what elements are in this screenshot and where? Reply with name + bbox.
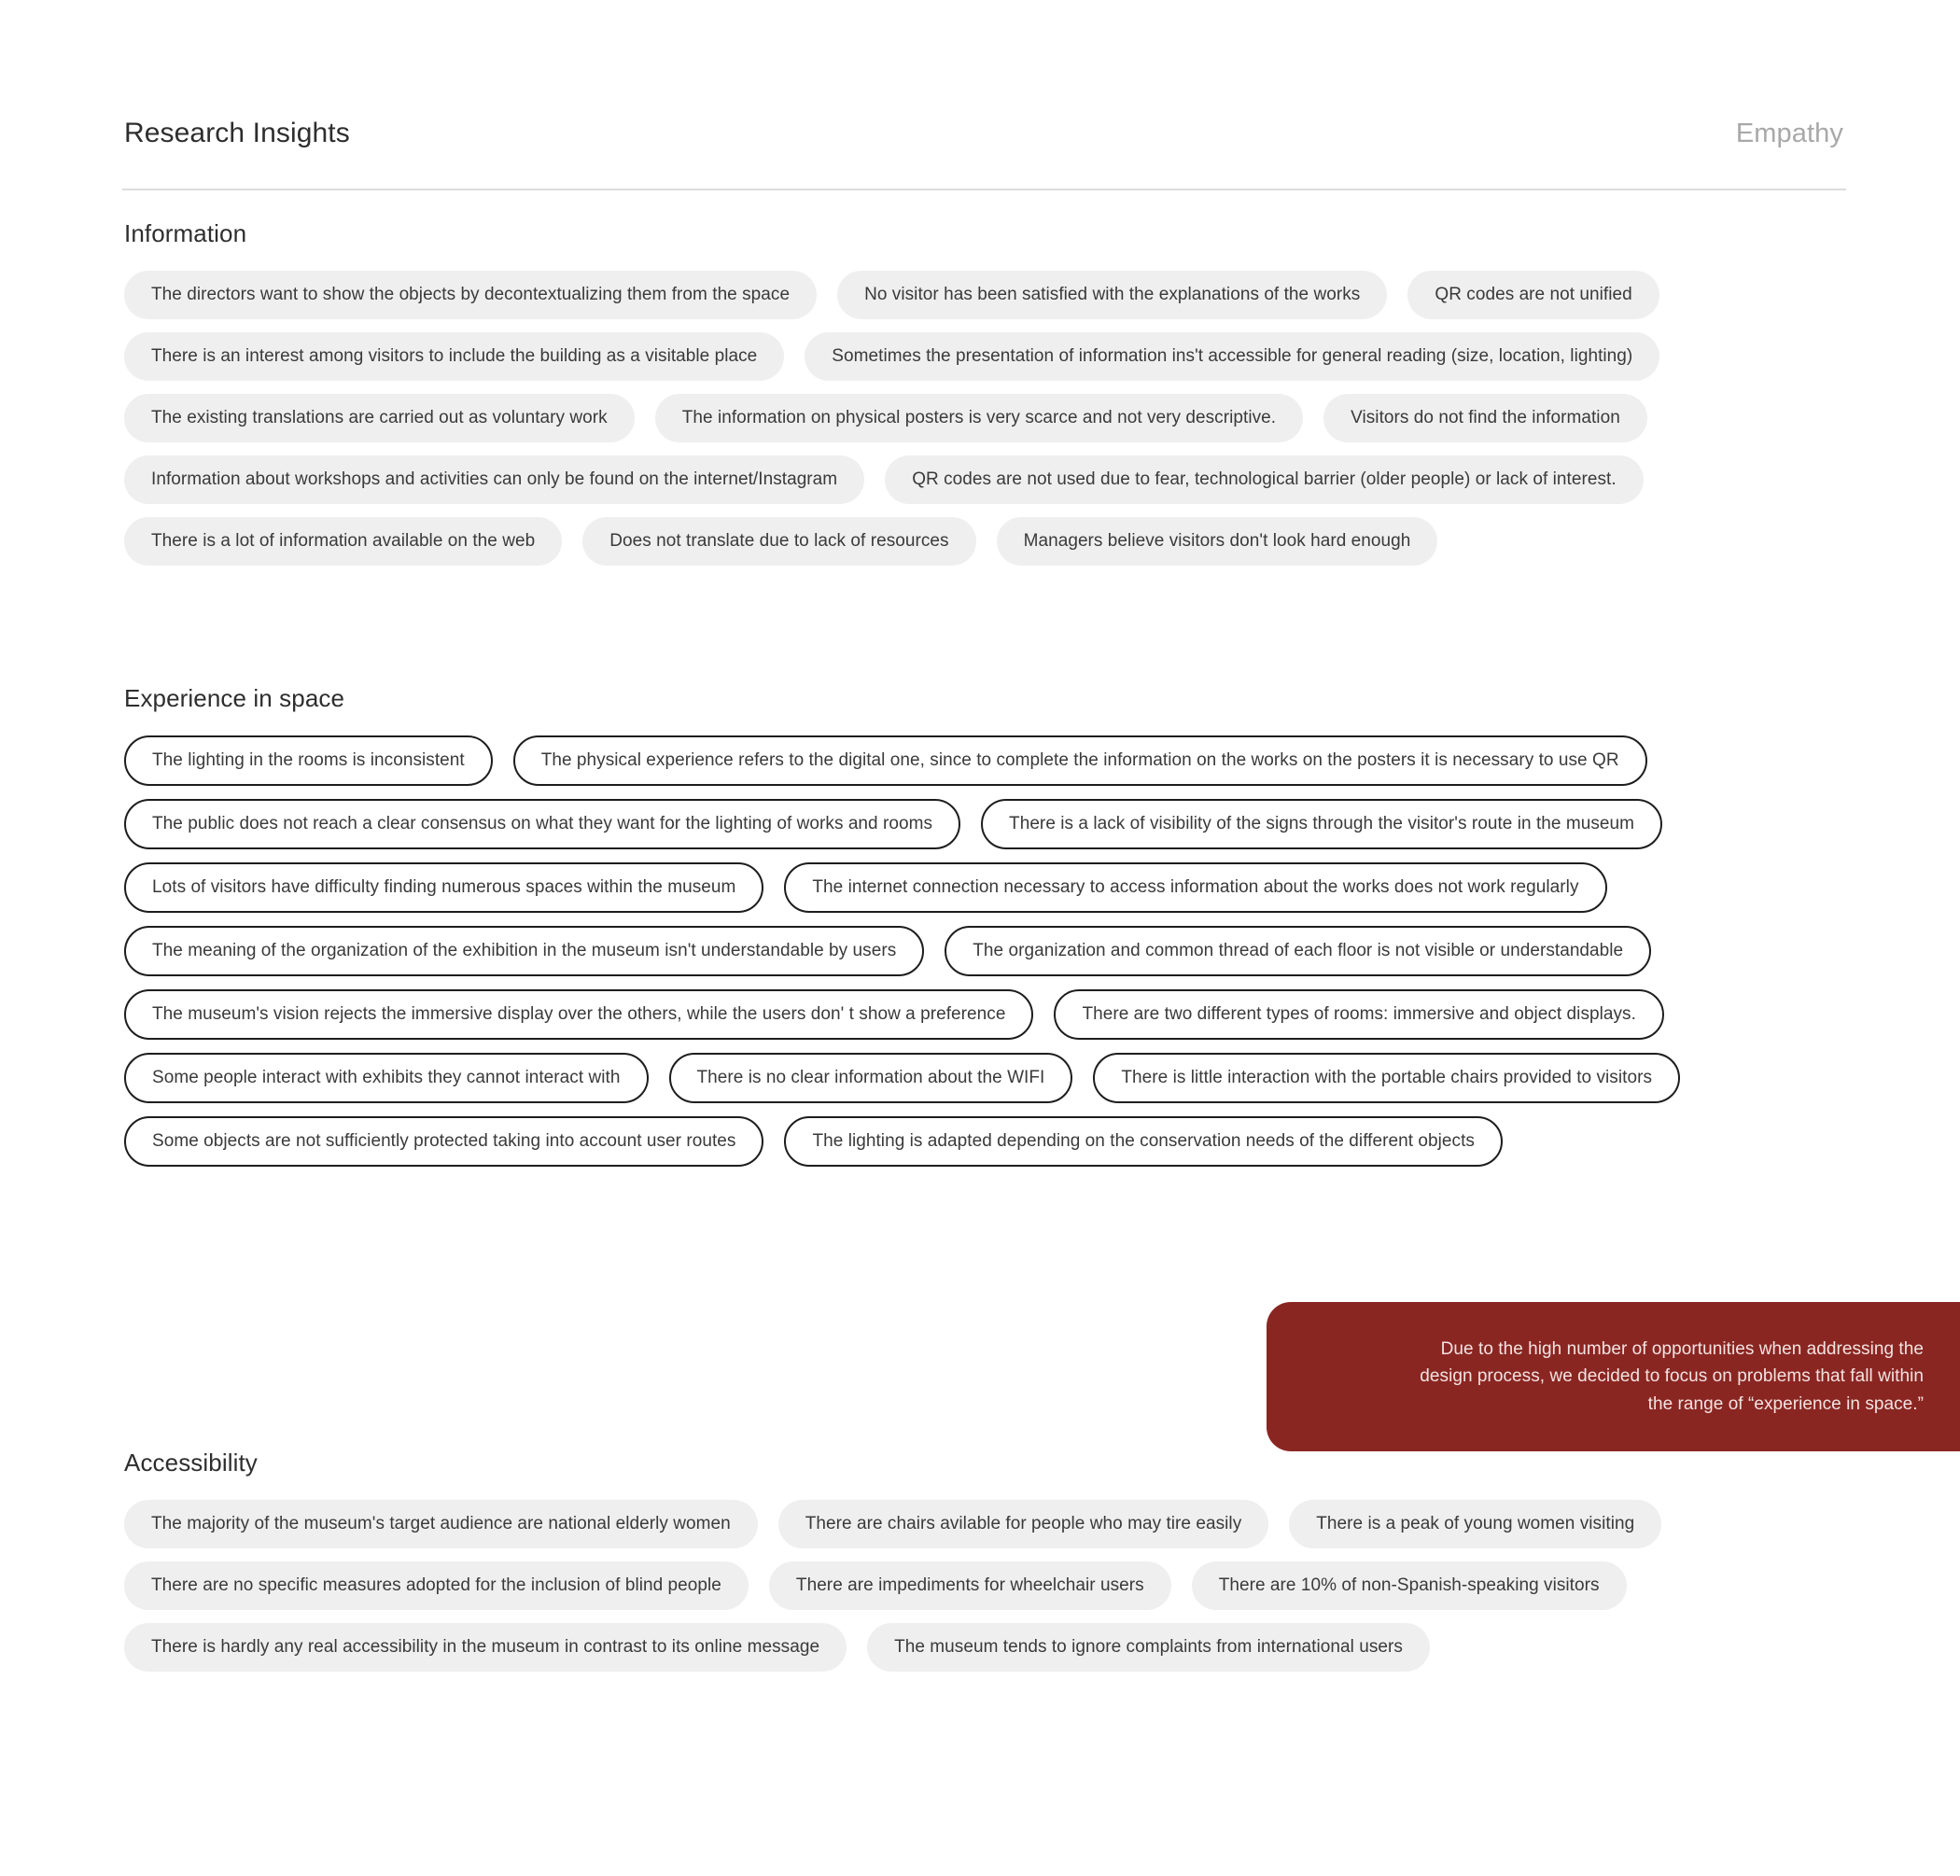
experience-insight-pill[interactable]: The lighting in the rooms is inconsistent: [124, 735, 493, 786]
board-header: [124, 117, 1843, 150]
focus-callout-text: Due to the high number of opportunities when addressing the design process, we decided to focus on problems that fall within the range of “experience in space.”: [1420, 1338, 1924, 1414]
experience-insight-pill[interactable]: The lighting is adapted depending on the conservation needs of the different objects: [784, 1116, 1502, 1167]
accessibility-row: [124, 1561, 1851, 1610]
information-insight-pill[interactable]: There is an interest among visitors to include the building as a visitable place: [124, 332, 784, 381]
section-title-experience: Experience in space: [124, 684, 345, 712]
information-insight-pill[interactable]: Visitors do not find the information: [1323, 394, 1647, 442]
information-row: [124, 332, 1851, 381]
information-row: [124, 517, 1851, 566]
section-title-information: Information: [124, 219, 247, 247]
experience-row: [124, 1053, 1851, 1103]
experience-insight-pill[interactable]: The physical experience refers to the digital one, since to complete the information on the works on the posters it is necessary to use QR: [513, 735, 1647, 786]
experience-row: [124, 735, 1851, 786]
header-divider: [122, 189, 1846, 190]
accessibility-insight-pill[interactable]: There is a peak of young women visiting: [1289, 1500, 1661, 1548]
experience-insight-pill[interactable]: The meaning of the organization of the exhibition in the museum isn't understandable by users: [124, 926, 924, 976]
accessibility-insight-pill[interactable]: There is hardly any real accessibility in the museum in contrast to its online message: [124, 1623, 847, 1672]
experience-row: [124, 799, 1851, 849]
experience-insight-pill[interactable]: Some people interact with exhibits they cannot interact with: [124, 1053, 649, 1103]
information-insight-pill[interactable]: The directors want to show the objects by decontextualizing them from the space: [124, 271, 817, 319]
information-insight-pill[interactable]: The existing translations are carried out as voluntary work: [124, 394, 635, 442]
experience-insight-pill[interactable]: The internet connection necessary to access information about the works does not work regularly: [784, 862, 1606, 913]
information-insight-pill[interactable]: The information on physical posters is very scarce and not very descriptive.: [655, 394, 1303, 442]
information-rows: [124, 271, 1851, 566]
accessibility-row: [124, 1623, 1851, 1672]
section-accessibility: [124, 1449, 1851, 1685]
accessibility-row: [124, 1500, 1851, 1548]
information-insight-pill[interactable]: Information about workshops and activities can only be found on the internet/Instagram: [124, 455, 864, 504]
experience-insight-pill[interactable]: The public does not reach a clear consensus on what they want for the lighting of works and rooms: [124, 799, 960, 849]
accessibility-insight-pill[interactable]: There are 10% of non-Spanish-speaking visitors: [1192, 1561, 1627, 1610]
accessibility-insight-pill[interactable]: There are no specific measures adopted for the inclusion of blind people: [124, 1561, 749, 1610]
experience-insight-pill[interactable]: Lots of visitors have difficulty finding numerous spaces within the museum: [124, 862, 763, 913]
information-insight-pill[interactable]: Does not translate due to lack of resources: [582, 517, 975, 566]
information-insight-pill[interactable]: There is a lot of information available on the web: [124, 517, 562, 566]
section-experience-in-space: [124, 684, 1851, 1180]
experience-insight-pill[interactable]: The organization and common thread of each floor is not visible or understandable: [945, 926, 1651, 976]
experience-row: [124, 1116, 1851, 1167]
experience-insight-pill[interactable]: Some objects are not sufficiently protected taking into account user routes: [124, 1116, 763, 1167]
information-insight-pill[interactable]: QR codes are not unified: [1407, 271, 1659, 319]
experience-rows: [124, 735, 1851, 1167]
information-row: [124, 271, 1851, 319]
experience-row: [124, 989, 1851, 1040]
information-insight-pill[interactable]: Managers believe visitors don't look hard enough: [997, 517, 1438, 566]
experience-insight-pill[interactable]: There is little interaction with the portable chairs provided to visitors: [1093, 1053, 1680, 1103]
information-insight-pill[interactable]: No visitor has been satisfied with the explanations of the works: [837, 271, 1387, 319]
page-title: Research Insights: [124, 118, 350, 148]
section-title-accessibility: Accessibility: [124, 1449, 258, 1477]
focus-callout: [1267, 1302, 1960, 1451]
information-row: [124, 455, 1851, 504]
experience-row: [124, 862, 1851, 913]
information-row: [124, 394, 1851, 442]
experience-insight-pill[interactable]: There are two different types of rooms: immersive and object displays.: [1054, 989, 1663, 1040]
accessibility-insight-pill[interactable]: There are chairs avilable for people who may tire easily: [778, 1500, 1268, 1548]
experience-row: [124, 926, 1851, 976]
accessibility-insight-pill[interactable]: There are impediments for wheelchair users: [769, 1561, 1171, 1610]
accessibility-rows: [124, 1500, 1851, 1672]
experience-insight-pill[interactable]: There is a lack of visibility of the signs through the visitor's route in the museum: [981, 799, 1662, 849]
accessibility-insight-pill[interactable]: The majority of the museum's target audience are national elderly women: [124, 1500, 758, 1548]
accessibility-insight-pill[interactable]: The museum tends to ignore complaints from international users: [867, 1623, 1430, 1672]
experience-insight-pill[interactable]: The museum's vision rejects the immersive display over the others, while the users don' t show a preference: [124, 989, 1033, 1040]
information-insight-pill[interactable]: QR codes are not used due to fear, technological barrier (older people) or lack of interest.: [885, 455, 1643, 504]
information-insight-pill[interactable]: Sometimes the presentation of information ins't accessible for general reading (size, location, lighting): [805, 332, 1659, 381]
section-information: [124, 219, 1851, 579]
phase-label: Empathy: [1735, 119, 1843, 148]
experience-insight-pill[interactable]: There is no clear information about the WIFI: [669, 1053, 1073, 1103]
